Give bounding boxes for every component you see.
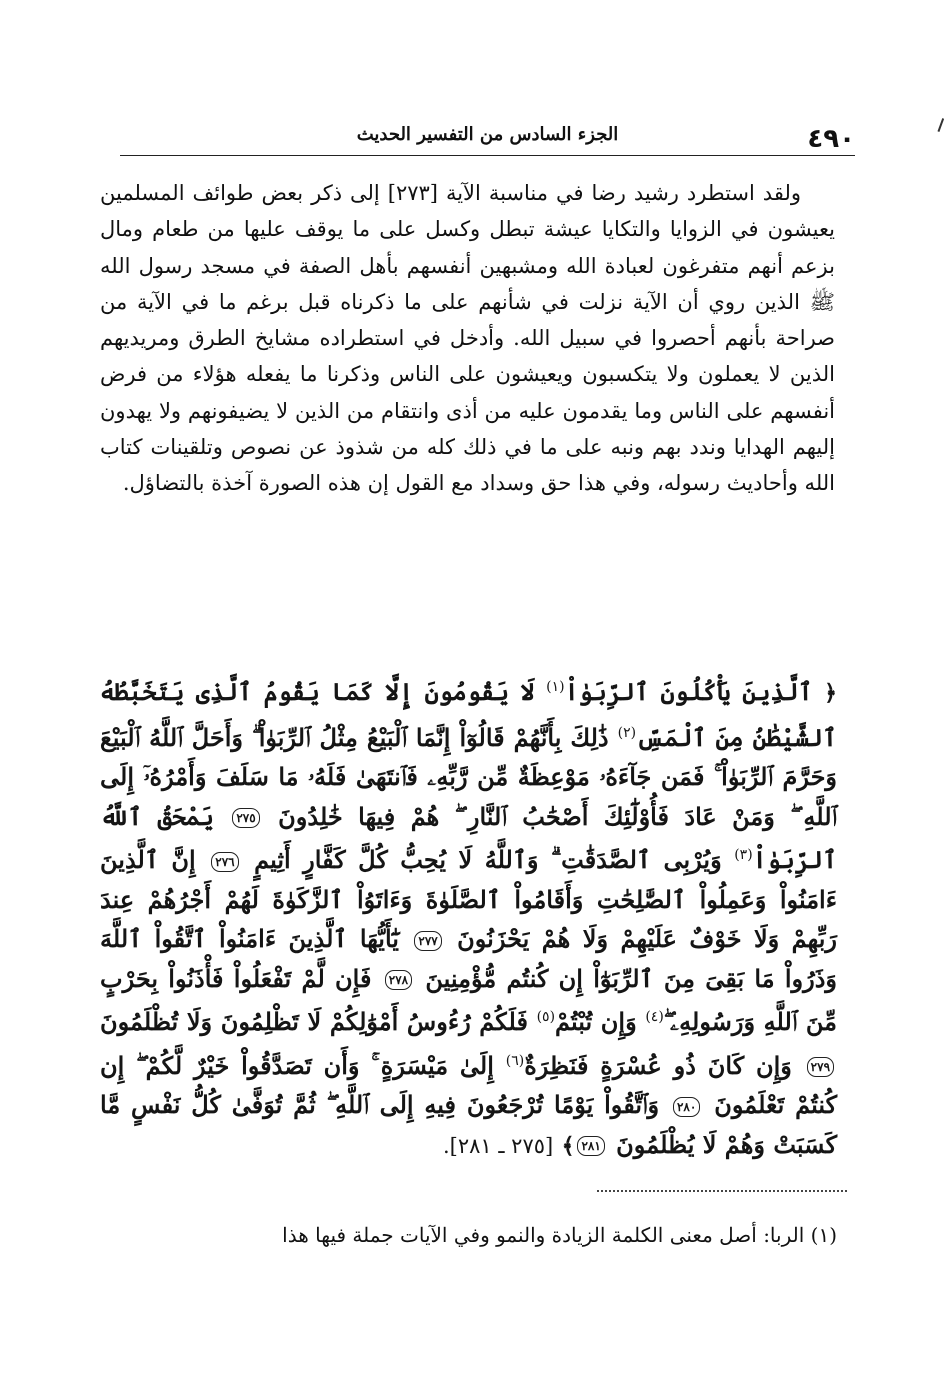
verse-text: إِنَّ ٱلَّذِينَ ءَامَنُواْ وَعَمِلُواْ ٱلصَّٰلِحَٰتِ وَأَقَامُواْ ٱلصَّلَوٰةَ وَءَاتَوُاْ ٱلزَّكَوٰةَ لَهُمْ أَجْرُهُمْ عِندَ رَبِّهِمْ وَلَا خَوْفٌ عَلَيْهِمْ وَلَا هُمْ يَحْزَنُونَ (100, 845, 838, 953)
verse-text: لَا يَقُومُونَ إِلَّا كَمَا يَقُومُ ٱلَّذِى يَتَخَبَّطُهُ ٱلشَّيْطَٰنُ مِنَ ٱلْمَسِّ (100, 677, 837, 752)
footnote-ref: (٥) (536, 1009, 556, 1025)
page-edge-mark (932, 116, 944, 132)
verse-text: يَمْحَقُ ٱللَّهُ ٱلرِّبَوٰاْ (100, 801, 838, 874)
verse-text: فَلَكُمْ رُءُوسُ أَمْوَٰلِكُمْ لَا تَظْلِمُونَ وَلَا تُظْلَمُونَ (100, 1007, 528, 1036)
verse-close-ornament: ﴾ (561, 1132, 575, 1159)
ayah-number-marker: ٢٨١ (577, 1136, 604, 1156)
verse-text: وَيُرْبِى ٱلصَّدَقَٰتِ ۗ وَٱللَّهُ لَا يُحِبُّ كُلَّ كَفَّارٍ أَثِيمٍ (254, 845, 722, 874)
ayah-number-marker: ٢٧٧ (414, 931, 441, 951)
footnote-ref: (٣) (734, 847, 753, 863)
verse-text: فَإِن لَّمْ تَفْعَلُواْ فَأْذَنُواْ بِحَرْبٍ مِّنَ ٱللَّهِ وَرَسُولِهِۦ ۖ (100, 963, 838, 1036)
verse-text: إِلَىٰ مَيْسَرَةٍ ۚ وَأَن تَصَدَّقُواْ خَيْرٌ لَّكُمْ ۖ إِن كُنتُمْ تَعْلَمُونَ (100, 1050, 838, 1119)
ayah-number-marker: ٢٧٦ (211, 852, 238, 872)
footnote (100, 1219, 837, 1251)
ayah-number-marker: ٢٧٨ (385, 970, 412, 990)
footnote-ref: (١) (546, 679, 565, 695)
ayah-number-marker: ٢٨٠ (673, 1097, 700, 1117)
verse-text: ذَٰلِكَ بِأَنَّهُمْ قَالُوٓاْ إِنَّمَا ٱلْبَيْعُ مِثْلُ ٱلرِّبَوٰاْ ۗ وَأَحَلَّ ٱللَّهُ ٱلْبَيْعَ وَحَرَّمَ ٱلرِّبَوٰاْ ۚ فَمَن جَآءَهُۥ مَوْعِظَةٌ مِّن رَّبِّهِۦ فَٱنتَهَىٰ فَلَهُۥ مَا سَلَفَ وَأَمْرُهُۥٓ إِلَى ٱللَّهِ ۖ وَمَنْ عَادَ فَأُوْلَٰٓئِكَ أَصْحَٰبُ ٱلنَّارِ ۖ هُمْ فِيهَا خَٰلِدُونَ (100, 722, 838, 831)
footnote-ref: (٦) (505, 1052, 525, 1069)
verse-text: ٱلَّذِينَ يَأْكُلُونَ ٱلرِّبَوٰاْ (564, 677, 813, 706)
verse-text: وَٱتَّقُواْ يَوْمًا تُرْجَعُونَ فِيهِ إِلَى ٱللَّهِ ۖ ثُمَّ تُوَفَّىٰ كُلُّ نَفْسٍ مَّا كَسَبَتْ وَهُمْ لَا يُظْلَمُونَ (100, 1090, 837, 1159)
quran-verses-block (100, 668, 837, 1166)
commentary-paragraph: ولقد استطرد رشيد رضا في مناسبة الآية [٢٧٣] إلى ذكر بعض طوائف المسلمين يعيشون في الزوايا والتكايا عيشة تبطل وكسل على ما يوقف عليها من طعام ومال بزعم أنهم متفرغون لعبادة الله ومشبهين أنفسهم بأهل الصفة في مسجد رسول الله ﷺ الذين روي أن الآية نزلت في شأنهم على ما ذكرناه قبل برغم ما في الآية من صراحة بأنهم أحصروا في سبيل الله. وأدخل في استطراده مشايخ الطرق ومريديهم الذين لا يعملون ولا يتكسبون ويعيشون على الناس وذكرنا ما يفعله هؤلاء من فرض أنفسهم على الناس وما يقدمون عليه من أذى وانتقام من الذين لا يضيفونهم ولا يهدون إليهم الهدايا وندد بهم ونبه على ما في ذلك كله من شذوذ عن نصوص وتلقينات كتاب الله وأحاديث رسوله، وفي هذا حق وسداد مع القول إن هذه الصورة آخذة بالتضاؤل. (100, 181, 835, 496)
ayah-number-marker: ٢٧٥ (232, 808, 259, 828)
footnote-ref: (٤) (645, 1009, 664, 1025)
verse-text: وَإِن تُبْتُمْ (555, 1007, 637, 1036)
page-number: ٤٩٠ (807, 124, 855, 154)
verse-text: يَٰٓأَيُّهَا ٱلَّذِينَ ءَامَنُواْ ٱتَّقُواْ ٱللَّهَ وَذَرُواْ مَا بَقِىَ مِنَ ٱلرِّبَوٰٓاْ إِن كُنتُم مُّؤْمِنِينَ (100, 924, 837, 993)
footnote-separator (597, 1190, 847, 1192)
footnote-ref: (٢) (617, 724, 637, 741)
page-header (120, 122, 855, 154)
header-rule (120, 155, 855, 156)
running-title: الجزء السادس من التفسير الحديث (356, 124, 619, 145)
verse-open-ornament: ﴿ (824, 680, 837, 706)
verse-range-reference: [٢٧٥ ـ ٢٨١]. (442, 1133, 554, 1158)
commentary-text (100, 175, 835, 502)
footnote-text: (١) الربا: أصل معنى الكلمة الزيادة والنمو وفي الآيات جملة فيها هذا (282, 1223, 837, 1247)
verse-text: وَإِن كَانَ ذُو عُسْرَةٍ فَنَظِرَةٌ (524, 1050, 792, 1080)
ayah-number-marker: ٢٧٩ (807, 1057, 834, 1077)
